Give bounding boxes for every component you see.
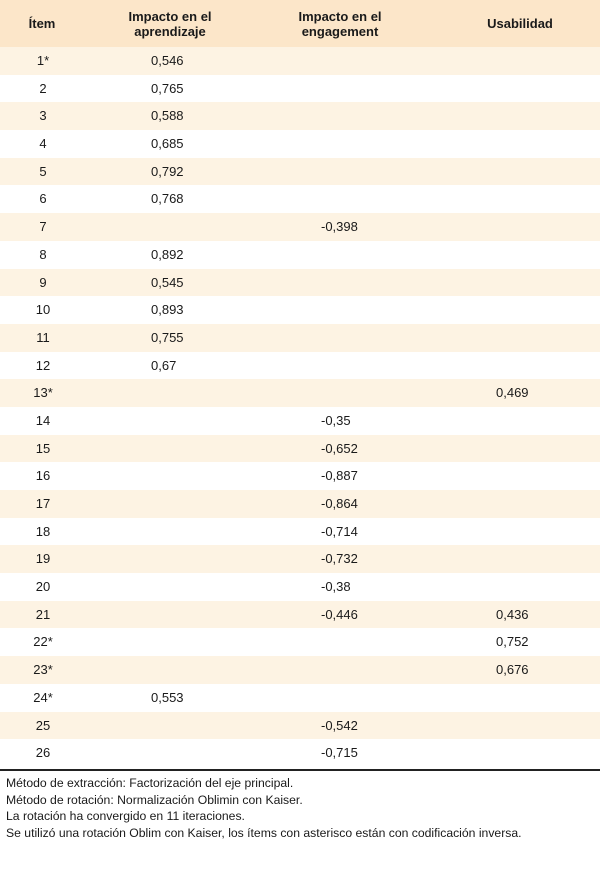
cell-impacto-aprendizaje: 0,792: [151, 163, 184, 179]
cell-item: 11: [36, 329, 50, 345]
table-row: [0, 213, 600, 241]
cell-item: 7: [39, 219, 47, 235]
cell-usabilidad: 0,469: [496, 385, 529, 401]
table-row: [0, 296, 600, 324]
table-row: [0, 352, 600, 380]
cell-item: 12: [35, 357, 51, 373]
header-impacto-engagement: Impacto en el engagement: [298, 8, 382, 39]
cell-item: 8: [39, 246, 47, 262]
cell-impacto-aprendizaje: 0,765: [151, 80, 184, 96]
table-notes: [6, 775, 592, 841]
table-row: [0, 684, 600, 712]
table-row: [0, 130, 600, 158]
table-row: [0, 269, 600, 297]
header-usabilidad: Usabilidad: [487, 16, 553, 31]
table-row: [0, 628, 600, 656]
cell-impacto-engagement: -0,398: [321, 219, 358, 235]
cell-item: 6: [39, 191, 47, 207]
cell-item: 16: [35, 468, 51, 484]
cell-usabilidad: 0,676: [496, 662, 529, 678]
cell-impacto-engagement: -0,38: [321, 579, 351, 595]
cell-impacto-engagement: -0,732: [321, 551, 358, 567]
table-row: [0, 102, 600, 130]
cell-impacto-aprendizaje: 0,545: [151, 274, 184, 290]
cell-impacto-aprendizaje: 0,685: [151, 136, 184, 152]
cell-item: 25: [35, 717, 51, 733]
table-row: [0, 158, 600, 186]
table-row: [0, 47, 600, 75]
cell-impacto-aprendizaje: 0,755: [151, 329, 184, 345]
cell-item: 19: [35, 551, 51, 567]
cell-impacto-aprendizaje: 0,588: [151, 108, 184, 124]
note-convergence: La rotación ha convergido en 11 iteraciones.: [6, 809, 245, 823]
cell-item: 21: [35, 606, 51, 622]
cell-impacto-engagement: -0,542: [321, 717, 358, 733]
table-row: [0, 407, 600, 435]
note-extraction: Método de extracción: Factorización del eje principal.: [6, 776, 294, 790]
cell-item: 15: [35, 440, 51, 456]
table-row: [0, 185, 600, 213]
table-row: [0, 75, 600, 103]
cell-item: 24*: [33, 689, 53, 705]
table-row: [0, 573, 600, 601]
cell-impacto-engagement: -0,864: [321, 496, 358, 511]
cell-impacto-aprendizaje: 0,892: [151, 246, 184, 262]
table-row: [0, 656, 600, 684]
cell-item: 4: [39, 136, 47, 152]
table-row: [0, 462, 600, 490]
table-header: [0, 0, 600, 47]
note-rotation: Método de rotación: Normalización Oblimin con Kaiser.: [6, 792, 303, 807]
cell-impacto-engagement: -0,446: [321, 606, 358, 622]
cell-impacto-aprendizaje: 0,546: [151, 53, 184, 68]
cell-impacto-engagement: -0,652: [321, 440, 358, 456]
table-bottom-rule: [0, 769, 600, 771]
cell-impacto-engagement: -0,35: [321, 412, 351, 428]
cell-item: 22*: [33, 634, 53, 650]
table-row: [0, 545, 600, 573]
table-body: [0, 47, 600, 767]
cell-item: 26: [35, 745, 51, 761]
cell-item: 20: [35, 579, 51, 595]
cell-item: 3: [39, 108, 47, 124]
table-row: [0, 435, 600, 463]
cell-item: 5: [39, 163, 47, 179]
cell-impacto-aprendizaje: 0,768: [151, 191, 184, 207]
cell-item: 10: [35, 302, 51, 318]
cell-usabilidad: 0,752: [496, 634, 529, 650]
cell-item: 23*: [33, 662, 53, 678]
table-row: [0, 739, 600, 767]
table-row: [0, 601, 600, 629]
header-impacto-aprendizaje: Impacto en el aprendizaje: [128, 8, 212, 39]
table-row: [0, 490, 600, 518]
table-row: [0, 518, 600, 546]
table-row: [0, 712, 600, 740]
cell-impacto-engagement: -0,887: [321, 468, 358, 484]
table-row: [0, 324, 600, 352]
header-item: Ítem: [28, 16, 56, 31]
table-row: [0, 379, 600, 407]
cell-impacto-engagement: -0,715: [321, 745, 358, 761]
table-row: [0, 241, 600, 269]
cell-item: 13*: [33, 385, 53, 401]
cell-item: 2: [39, 80, 47, 96]
cell-impacto-engagement: -0,714: [321, 523, 358, 539]
cell-item: 1*: [36, 53, 50, 68]
cell-impacto-aprendizaje: 0,553: [151, 689, 184, 705]
cell-usabilidad: 0,436: [496, 606, 529, 622]
cell-impacto-aprendizaje: 0,67: [151, 357, 177, 373]
cell-item: 18: [35, 523, 51, 539]
note-asterisk: Se utilizó una rotación Oblim con Kaiser, los ítems con asterisco están con codificación inversa.: [6, 825, 522, 840]
cell-item: 9: [39, 274, 47, 290]
cell-item: 14: [35, 412, 51, 428]
cell-item: 17: [35, 496, 51, 511]
cell-impacto-aprendizaje: 0,893: [151, 302, 184, 318]
